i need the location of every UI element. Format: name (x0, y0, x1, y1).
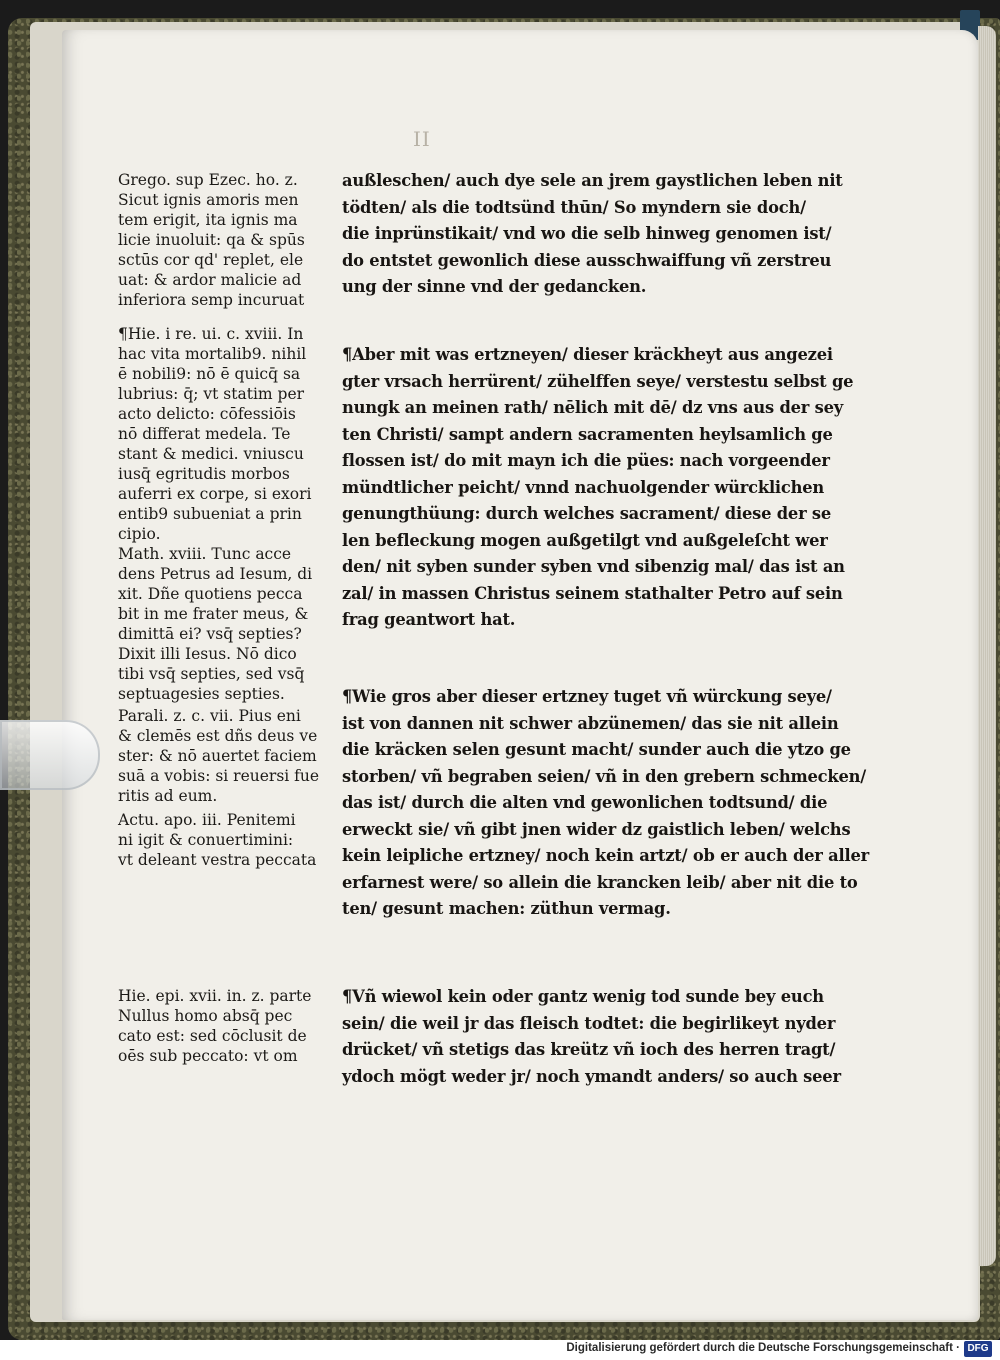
margin-line: uat: & ardor malicie ad (118, 271, 302, 289)
margin-line: tibi vsq̄ septies, sed vsq̄ (118, 665, 305, 683)
body-line: ung der sinne vnd der gedancken. (342, 277, 647, 296)
margin-line: Parali. z. c. vii. Pius eni (118, 707, 301, 725)
dfg-logo-icon: DFG (964, 1341, 992, 1357)
body-line: genungthüung: durch welches sacrament/ diese der se (342, 504, 832, 523)
margin-line: tem erigit, ita ignis ma (118, 211, 298, 229)
margin-note (118, 544, 348, 704)
margin-line: ster: & nō auertet faciem (118, 747, 317, 765)
margin-line: ¶Hie. i re. ui. c. xviii. In (118, 325, 304, 343)
margin-line: entib9 subueniat a prin (118, 505, 302, 523)
margin-line: licie inuoluit: qa & spūs (118, 231, 305, 249)
margin-line: Actu. apo. iii. Penitemi (118, 811, 296, 829)
body-paragraph (342, 684, 912, 923)
margin-line: dens Petrus ad Iesum, di (118, 565, 313, 583)
body-line: len befleckung mogen außgetilgt vnd außgeleſcht wer (342, 530, 828, 550)
body-line: nungk an meinen rath/ nēlich mit dē/ dz vns aus der sey (342, 398, 844, 417)
body-line: do entstet gewonlich diese ausschwaiffung vñ zerstreu (342, 250, 832, 270)
margin-line: iusq̄ egritudis morbos (118, 465, 290, 483)
margin-line: cato est: sed cōclusit de (118, 1027, 307, 1045)
body-paragraph (342, 342, 912, 634)
margin-line: Math. xviii. Tunc acce (118, 545, 292, 563)
body-line: ydoch mögt weder jr/ noch ymandt anders/ so auch seer (342, 1066, 841, 1086)
margin-line: xit. Dñe quotiens pecca (118, 585, 303, 603)
margin-note (118, 324, 348, 544)
margin-line: suā a vobis: si reuersi fue (118, 767, 320, 785)
body-line: außleschen/ auch dye sele an jrem gaystlichen leben nit (342, 171, 843, 190)
margin-line: Sicut ignis amoris men (118, 191, 299, 209)
page-edges (978, 26, 996, 1266)
footer-credit: Digitalisierung gefördert durch die Deutsche Forschungsgemeinschaft · (566, 1342, 960, 1354)
margin-line: & clemēs est dñs deus ve (118, 727, 318, 745)
body-line: die kräcken selen gesunt macht/ sunder auch die ytzo ge (342, 740, 851, 759)
body-line: die inprünstikait/ vnd wo die selb hinweg genomen ist/ (342, 224, 832, 243)
margin-line: Grego. sup Ezec. ho. z. (118, 171, 298, 189)
body-line: gter vrsach herrürent/ zühelffen seye/ verstestu selbst ge (342, 371, 854, 391)
body-line: ten/ gesunt machen: züthun vermag. (342, 899, 671, 918)
margin-line: Hie. epi. xvii. in. z. parte (118, 987, 312, 1005)
margin-note (118, 810, 348, 870)
body-line: ¶Aber mit was ertzneyen/ dieser kräckheyt aus angezei (342, 345, 833, 364)
body-line: flossen ist/ do mit mayn ich die pües: nach vorgeender (342, 451, 830, 470)
margin-note (118, 706, 348, 806)
margin-line: acto delicto: cōfessiōis (118, 405, 296, 423)
body-line: erweckt sie/ vñ gibt jnen wider dz gaistlich leben/ welchs (342, 819, 851, 839)
body-line: kein leipliche ertzney/ noch kein artzt/ ob er auch der aller (342, 846, 870, 865)
body-line: ¶Wie gros aber dieser ertzney tuget vñ würckung seye/ (342, 687, 832, 706)
body-line: ist von dannen nit schwer abzünemen/ das sie nit allein (342, 713, 839, 733)
margin-line: vt deleant vestra peccata (118, 851, 317, 869)
body-line: zal/ in massen Christus seinem stathalter Petro auf sein (342, 583, 843, 603)
body-line: mündtlicher peicht/ vnnd nachuolgender würcklichen (342, 477, 825, 497)
margin-line: dimittā ei? vsq̄ septies? (118, 625, 302, 643)
margin-line: Nullus homo absq̄ pec (118, 1007, 293, 1025)
body-line: den/ nit syben sunder syben vnd sibenzig mal/ das ist an (342, 557, 845, 576)
body-line: tödten/ als die todtsünd thūn/ So myndern sie doch/ (342, 197, 806, 217)
body-paragraph (342, 984, 912, 1090)
body-line: das ist/ durch die alten vnd gewonlichen todtsund/ die (342, 793, 828, 812)
margin-note (118, 170, 348, 310)
margin-line: ritis ad eum. (118, 787, 218, 805)
margin-line: inferiora semp incuruat (118, 291, 305, 309)
page-clip (0, 720, 100, 790)
margin-line: cipio. (118, 525, 161, 543)
margin-line: septuagesies septies. (118, 685, 285, 703)
margin-line: hac vita mortalib9. nihil (118, 345, 307, 363)
body-line: drücket/ vñ stetigs das kreütz vñ ioch des herren tragt/ (342, 1040, 836, 1059)
margin-line: ē nobili9: nō ē quicq̄ sa (118, 365, 301, 383)
margin-line: stant & medici. vniuscu (118, 445, 304, 463)
body-line: ten Christi/ sampt andern sacramenten heylsamlich ge (342, 424, 833, 444)
margin-line: Dixit illi Iesus. Nō dico (118, 645, 297, 663)
body-line: sein/ die weil jr das fleisch todtet: die begirlikeyt nyder (342, 1013, 836, 1033)
body-line: ¶Vñ wiewol kein oder gantz wenig tod sunde bey euch (342, 987, 824, 1006)
body-line: frag geantwort hat. (342, 610, 516, 629)
body-paragraph (342, 168, 912, 301)
margin-line: ni igit & conuertimini: (118, 831, 294, 849)
margin-note (118, 986, 348, 1066)
margin-line: nō differat medela. Te (118, 425, 291, 443)
body-line: storben/ vñ begraben seien/ vñ in den grebern schmecken/ (342, 766, 866, 786)
body-line: erfarnest were/ so allein die krancken leib/ aber nit die to (342, 872, 858, 892)
margin-line: sctūs cor qd' replet, ele (118, 251, 304, 269)
folio-number: II (413, 127, 431, 151)
margin-line: lubrius: q̄; vt statim per (118, 385, 305, 403)
margin-line: oēs sub peccato: vt om (118, 1047, 298, 1065)
margin-line: auferri ex corpe, si exori (118, 485, 312, 503)
margin-line: bit in me frater meus, & (118, 605, 309, 623)
